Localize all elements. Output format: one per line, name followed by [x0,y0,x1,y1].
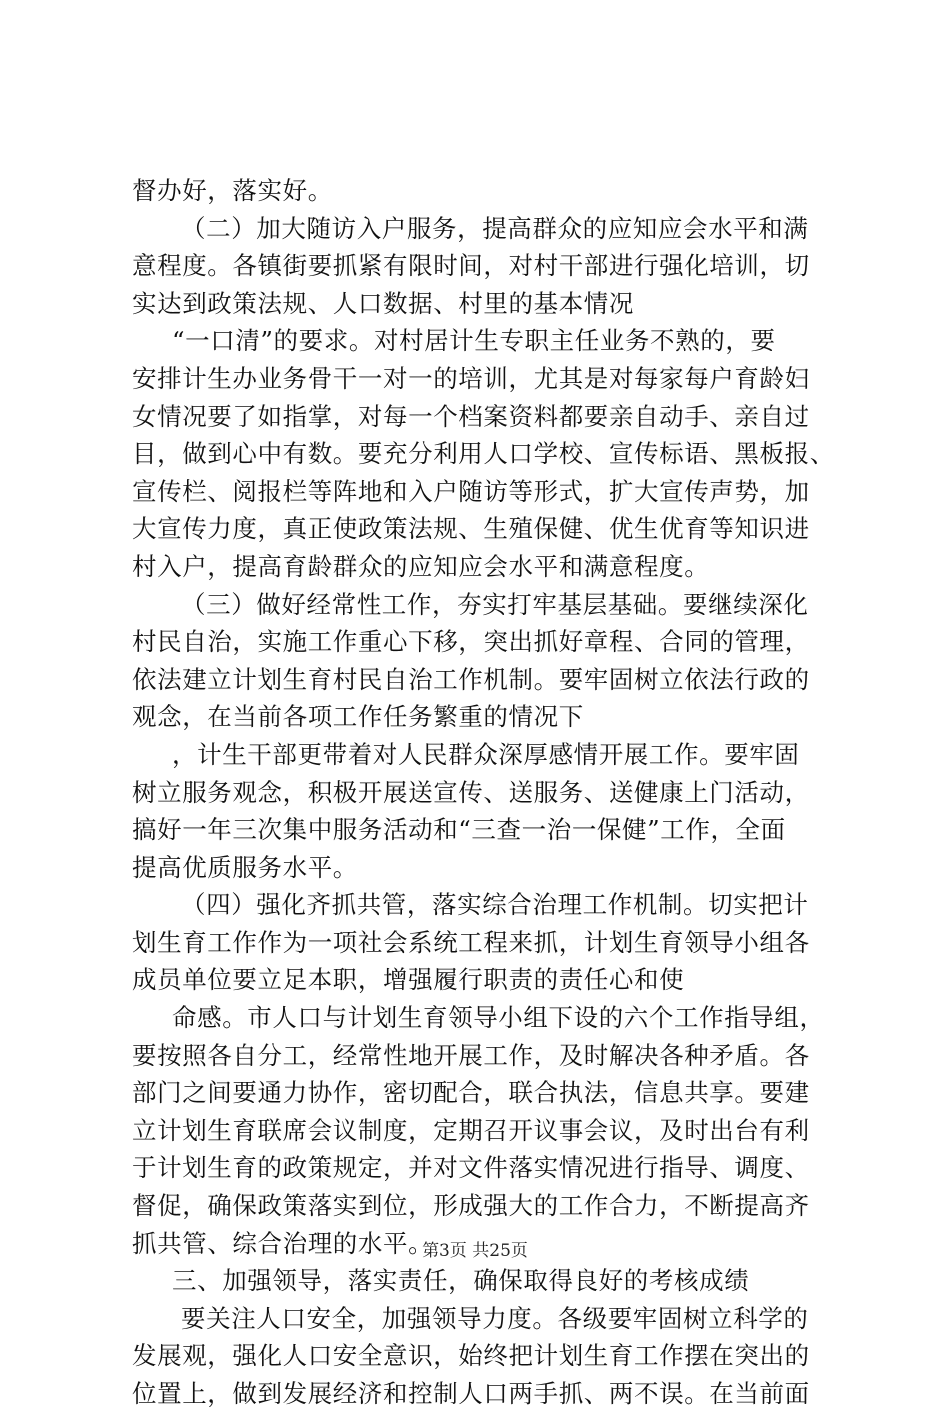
text-line: 大宣传力度，真正使政策法规、生殖保健、优生优育等知识进 [132,514,810,544]
text-line: 命感。市人口与计划生育领导小组下设的六个工作指导组， [172,1003,825,1033]
text-line: 观念，在当前各项工作任务繁重的情况下 [132,702,584,732]
section-heading: （二）加大随访入户服务，提高群众的应知应会水平和满 [181,213,809,243]
text-line: 树立服务观念，积极开展送宣传、送服务、送健康上门活动， [132,777,810,807]
section-heading: 三、加强领导，落实责任，确保取得良好的考核成绩 [172,1266,750,1296]
text-line: 实达到政策法规、人口数据、村里的基本情况 [132,288,634,318]
body-text [132,172,835,1413]
text-line: 要关注人口安全，加强领导力度。各级要牢固树立科学的 [181,1303,809,1333]
section-heading: （三）做好经常性工作，夯实打牢基层基础。要继续深化 [181,589,809,619]
text-line: 部门之间要通力协作，密切配合，联合执法，信息共享。要建 [132,1078,810,1108]
page-footer [0,1240,950,1262]
text-line: 于计划生育的政策规定，并对文件落实情况进行指导、调度、 [132,1153,810,1183]
text-line: 划生育工作作为一项社会系统工程来抓，计划生育领导小组各 [132,927,810,957]
text-line: 宣传栏、阅报栏等阵地和入户随访等形式，扩大宣传声势，加 [132,476,810,506]
text-line: 女情况要了如指掌，对每一个档案资料都要亲自动手、亲自过 [132,401,810,431]
text-line: 督促，确保政策落实到位，形成强大的工作合力，不断提高齐 [132,1191,810,1221]
text-line: 目，做到心中有数。要充分利用人口学校、宣传标语、黑板报、 [132,439,835,469]
text-line: 位置上，做到发展经济和控制人口两手抓、两不误。在当前面 [132,1379,810,1408]
text-line: 立计划生育联席会议制度，定期召开议事会议，及时出台有利 [132,1115,810,1145]
text-line: 抓共管、综合治理的水平。 [132,1228,434,1258]
text-line: 依法建立计划生育村民自治工作机制。要牢固树立依法行政的 [132,664,810,694]
text-line: 村入户，提高育龄群众的应知应会水平和满意程度。 [132,551,710,581]
page-number: 第3页 共25页 [422,1241,528,1261]
text-line: 督办好，落实好。 [132,176,333,205]
section-heading: （四）强化齐抓共管，落实综合治理工作机制。切实把计 [181,890,809,920]
text-line: 安排计生办业务骨干一对一的培训，尤其是对每家每户育龄妇 [132,363,810,393]
text-line: 搞好一年三次集中服务活动和“三查一治一保健”工作，全面 [132,815,786,845]
text-line: 成员单位要立足本职，增强履行职责的责任心和使 [132,965,685,995]
text-line: “一口清”的要求。对村居计生专职主任业务不熟的，要 [172,326,776,356]
text-line: 提高优质服务水平。 [132,852,358,882]
text-line: 村民自治，实施工作重心下移，突出抓好章程、合同的管理， [132,627,810,657]
text-line: ，计生干部更带着对人民群众深厚感情开展工作。要牢固 [172,739,800,769]
text-line: 要按照各自分工，经常性地开展工作，及时解决各种矛盾。各 [132,1040,810,1070]
text-line: 发展观，强化人口安全意识，始终把计划生育工作摆在突出的 [132,1341,810,1371]
text-line: 意程度。各镇街要抓紧有限时间，对村干部进行强化培训，切 [132,251,810,281]
